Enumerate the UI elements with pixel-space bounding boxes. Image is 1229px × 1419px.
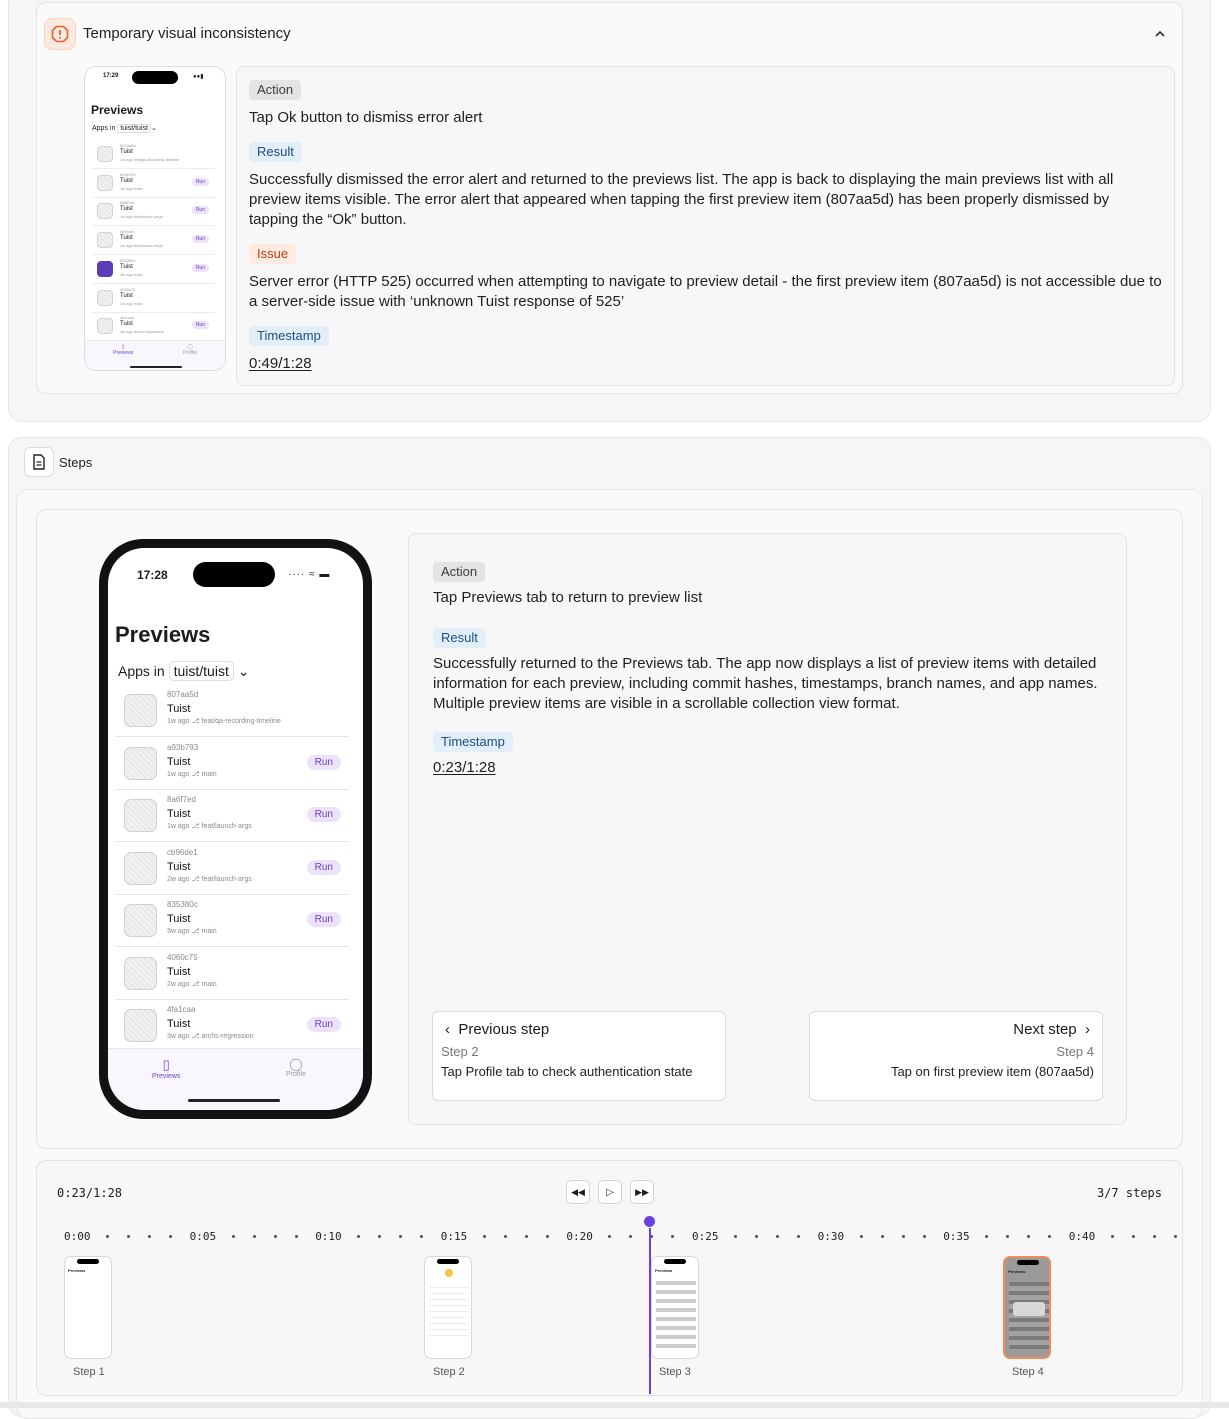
commit-hash: 835380c bbox=[167, 900, 198, 909]
timeline-dot bbox=[504, 1235, 507, 1238]
timeline-dot bbox=[295, 1235, 298, 1238]
mini-app-name: Tuist bbox=[120, 321, 133, 328]
mini-dynamic-island bbox=[132, 71, 178, 84]
mini-row-meta: 1w ago feat/ga-recording-timeline bbox=[120, 157, 180, 162]
mini-commit-hash: a93b793 bbox=[120, 171, 136, 177]
timeline-dot bbox=[148, 1235, 151, 1238]
timeline-dot bbox=[127, 1235, 130, 1238]
row-meta: 2w ago ⎇ feat/launch-args bbox=[167, 875, 252, 883]
mini-app-icon bbox=[97, 203, 113, 219]
result-badge: Result bbox=[249, 142, 302, 162]
timeline-dot bbox=[797, 1235, 800, 1238]
timeline-dot bbox=[1111, 1235, 1114, 1238]
timeline-tick-label: 0:10 bbox=[315, 1230, 342, 1243]
mini-app-icon bbox=[97, 146, 113, 162]
commit-hash: a93b793 bbox=[167, 742, 199, 752]
timeline-tick-label: 0:25 bbox=[692, 1230, 719, 1243]
document-icon bbox=[24, 447, 54, 477]
timeline-tick-label: 0:05 bbox=[189, 1230, 217, 1243]
timeline-dot bbox=[169, 1235, 172, 1238]
step-1-thumbnail[interactable]: Previews bbox=[64, 1256, 112, 1359]
issue-screenshot[interactable] bbox=[84, 66, 226, 371]
timeline-dot bbox=[902, 1235, 905, 1238]
app-name: Tuist bbox=[167, 755, 191, 768]
issue-text: Server error (HTTP 525) occurred when attempting to navigate to preview detail - the first preview item (807aa5d) is not accessible due to a server-side issue with ‘unknown Tuist response of 525’ bbox=[249, 273, 1162, 310]
app-name: Tuist bbox=[167, 1018, 191, 1030]
preview-row[interactable] bbox=[116, 685, 349, 737]
app-icon bbox=[124, 799, 157, 832]
mini-row-meta: 3w ago archs-regression bbox=[120, 329, 164, 335]
mini-row-meta: 1w ago main bbox=[120, 185, 143, 191]
step-2-thumbnail[interactable] bbox=[424, 1256, 472, 1359]
timeline-dot bbox=[525, 1235, 528, 1238]
timeline-dot bbox=[1174, 1235, 1177, 1238]
mini-commit-hash: 807aa5d bbox=[120, 143, 136, 148]
mini-tab-previews[interactable]: ▯ Previews bbox=[113, 344, 134, 356]
step-result-badge: Result bbox=[433, 628, 486, 648]
play-button[interactable] bbox=[598, 1180, 622, 1204]
mini-app-icon bbox=[97, 290, 113, 306]
timeline-tick-label: 0:20 bbox=[566, 1230, 593, 1243]
previous-step-button[interactable] bbox=[432, 1011, 726, 1101]
row-meta: 1w ago ⎇ main bbox=[167, 770, 217, 778]
tab-bar bbox=[108, 1048, 363, 1110]
mini-preview-row[interactable] bbox=[91, 170, 215, 198]
mini-app-icon bbox=[97, 175, 113, 191]
app-name: Tuist bbox=[167, 808, 191, 820]
rewind-icon: ◀◀ bbox=[571, 1186, 585, 1197]
run-button[interactable]: Run bbox=[307, 755, 341, 770]
apps-filter[interactable]: Apps in tuist/tuist ⌄ bbox=[118, 663, 250, 679]
action-badge: Action bbox=[249, 80, 301, 100]
mini-row-meta: 3w ago main bbox=[120, 271, 143, 277]
chevron-right-icon: › bbox=[1085, 1021, 1090, 1038]
mini-app-name: Tuist bbox=[120, 235, 133, 242]
preview-row[interactable] bbox=[116, 843, 349, 895]
row-meta: 1w ago ⎇ feat/launch-args bbox=[167, 823, 252, 830]
step-timestamp-badge: Timestamp bbox=[433, 732, 513, 752]
warning-icon bbox=[44, 18, 76, 50]
issue-badge: Issue bbox=[249, 244, 296, 264]
timeline-dot bbox=[1153, 1235, 1156, 1238]
run-button[interactable]: Run bbox=[307, 807, 341, 822]
timeline-tick-label: 0:35 bbox=[943, 1230, 970, 1243]
mini-app-icon bbox=[97, 318, 113, 334]
preview-row[interactable] bbox=[116, 790, 349, 842]
app-name: Tuist bbox=[167, 965, 191, 978]
mini-row-meta: 1w ago feat/launch-args bbox=[120, 214, 163, 220]
mini-app-name: Tuist bbox=[120, 292, 133, 299]
step-1-label: Step 1 bbox=[73, 1366, 105, 1378]
mini-status-icons: ●●▮ bbox=[193, 74, 204, 80]
mini-status-time: 17:29 bbox=[103, 73, 119, 79]
preview-row[interactable] bbox=[116, 895, 349, 947]
mini-run-button[interactable]: Run bbox=[192, 264, 209, 272]
preview-row[interactable] bbox=[116, 738, 349, 790]
tab-previews[interactable]: ▯ Previews bbox=[152, 1057, 181, 1080]
timeline-dot bbox=[776, 1235, 779, 1238]
run-button[interactable]: Run bbox=[307, 860, 341, 875]
timeline-dot bbox=[274, 1235, 277, 1238]
steps-title: Steps bbox=[59, 455, 93, 470]
row-meta: 2w ago ⎇ main bbox=[167, 980, 217, 988]
mini-commit-hash: 835380c bbox=[120, 257, 136, 263]
app-name: Tuist bbox=[167, 703, 191, 715]
timeline-current-time: 0:23/1:28 bbox=[57, 1186, 123, 1200]
mini-commit-hash: 8a6f7ed bbox=[120, 200, 135, 206]
status-time: 17:28 bbox=[137, 568, 168, 582]
run-button[interactable]: Run bbox=[307, 1017, 341, 1032]
previous-step-title: ‹ Previous step bbox=[445, 1021, 550, 1038]
dynamic-island bbox=[193, 562, 275, 587]
app-name: Tuist bbox=[167, 913, 191, 925]
step-timestamp-link[interactable]: 0:23/1:28 bbox=[433, 759, 496, 776]
result-text: Successfully dismissed the error alert and returned to the previews list. The app is back to displaying the main previews list with all preview items visible. The error alert that appeared when tapping the first preview item (807aa5d) has been properly dismissed by tapping the “Ok” button. bbox=[249, 171, 1114, 228]
preview-row[interactable] bbox=[116, 948, 349, 1000]
status-icons: ···· ≈ ▬ bbox=[288, 569, 331, 580]
mini-preview-row[interactable] bbox=[91, 198, 215, 226]
home-indicator bbox=[188, 1099, 280, 1102]
chevron-up-icon[interactable] bbox=[1150, 24, 1170, 44]
timeline-dot bbox=[546, 1235, 549, 1238]
row-meta: 3w ago ⎇ archs-regression bbox=[167, 1033, 254, 1040]
step-action-text: Tap Previews tab to return to preview list bbox=[433, 589, 703, 606]
step-action-badge: Action bbox=[433, 562, 485, 582]
previous-step-desc: Tap Profile tab to check authentication state bbox=[441, 1064, 693, 1079]
step-2-label: Step 2 bbox=[433, 1366, 465, 1378]
phone-frame bbox=[99, 539, 372, 1119]
mini-apps-filter[interactable]: Apps in tuist/tuist ⌄ bbox=[92, 125, 157, 132]
action-text: Tap Ok button to dismiss error alert bbox=[249, 109, 483, 126]
mini-app-name: Tuist bbox=[120, 177, 133, 184]
mini-run-button[interactable]: Run bbox=[192, 321, 209, 329]
mini-preview-row[interactable] bbox=[91, 141, 215, 169]
timeline-dot bbox=[923, 1235, 926, 1238]
timestamp-link[interactable]: 0:49/1:28 bbox=[249, 355, 312, 372]
step-4-thumbnail[interactable]: Previews bbox=[1003, 1256, 1051, 1359]
commit-hash: 807aa5d bbox=[167, 690, 199, 699]
timeline-dot bbox=[106, 1235, 109, 1238]
preview-row[interactable] bbox=[116, 1000, 349, 1052]
timeline-tick-label: 0:00 bbox=[64, 1230, 91, 1243]
mini-home-indicator bbox=[130, 366, 182, 368]
timeline-dot bbox=[232, 1235, 235, 1238]
step-3-thumbnail[interactable]: Previews bbox=[651, 1256, 699, 1359]
timeline-dot bbox=[881, 1235, 884, 1238]
playhead-handle[interactable] bbox=[644, 1216, 655, 1227]
next-step-button[interactable] bbox=[809, 1011, 1103, 1101]
mini-app-name: Tuist bbox=[120, 263, 133, 270]
chevron-left-icon: ‹ bbox=[445, 1021, 450, 1038]
app-icon bbox=[124, 747, 157, 780]
mini-preview-row[interactable] bbox=[91, 256, 215, 284]
rewind-button[interactable] bbox=[566, 1180, 590, 1204]
mini-preview-row[interactable] bbox=[91, 313, 215, 341]
phone-screen bbox=[108, 548, 363, 1110]
timeline-tick-label: 0:15 bbox=[440, 1230, 468, 1243]
mini-app-name: Tuist bbox=[120, 149, 133, 155]
previous-step-number: Step 2 bbox=[441, 1044, 479, 1059]
mini-preview-row[interactable] bbox=[91, 227, 215, 255]
mini-commit-hash: 4060c75 bbox=[120, 286, 136, 292]
commit-hash: 4060c75 bbox=[167, 952, 198, 962]
timeline-dot bbox=[860, 1235, 863, 1238]
app-icon bbox=[124, 1009, 157, 1042]
mini-preview-row[interactable] bbox=[91, 285, 215, 313]
step-4-label: Step 4 bbox=[1012, 1366, 1044, 1378]
mini-run-button[interactable]: Run bbox=[192, 206, 209, 214]
timeline-dot bbox=[734, 1235, 737, 1238]
row-meta: 3w ago ⎇ main bbox=[167, 928, 217, 935]
tab-profile[interactable]: ◯ Profile bbox=[286, 1057, 306, 1078]
app-icon bbox=[124, 904, 157, 937]
commit-hash: cb96de1 bbox=[167, 847, 198, 857]
mini-commit-hash: 4fa1caa bbox=[120, 315, 135, 321]
mini-commit-hash: cb96de1 bbox=[120, 229, 136, 235]
issue-title: Temporary visual inconsistency bbox=[83, 25, 291, 42]
page-title: Previews bbox=[115, 622, 211, 647]
next-step-title: Next step › bbox=[1013, 1021, 1090, 1038]
mini-tab-profile[interactable]: ◯ Profile bbox=[183, 344, 198, 356]
app-icon bbox=[124, 852, 157, 885]
run-button[interactable]: Run bbox=[307, 912, 341, 927]
row-meta: 1w ago ⎇ feat/qa-recording-timeline bbox=[167, 718, 281, 725]
mini-run-button[interactable]: Run bbox=[192, 235, 209, 243]
timestamp-badge: Timestamp bbox=[249, 326, 329, 346]
timeline-dot bbox=[483, 1235, 486, 1238]
mini-tab-bar bbox=[85, 340, 226, 371]
fast-forward-icon: ▶▶ bbox=[635, 1186, 649, 1197]
fast-forward-button[interactable] bbox=[630, 1180, 654, 1204]
next-step-number: Step 4 bbox=[1056, 1044, 1094, 1059]
mini-run-button[interactable]: Run bbox=[192, 178, 209, 186]
bottom-scrollbar[interactable] bbox=[0, 1402, 1229, 1408]
timeline-tick-label: 0:40 bbox=[1068, 1230, 1096, 1243]
app-icon bbox=[124, 694, 157, 727]
mini-app-icon bbox=[97, 232, 113, 248]
timeline-steps-count: 3/7 steps bbox=[1096, 1186, 1162, 1200]
commit-hash: 8a6f7ed bbox=[167, 795, 196, 804]
mini-app-name: Tuist bbox=[120, 206, 133, 213]
mini-row-meta: 2w ago feat/launch-args bbox=[120, 243, 163, 249]
step-3-label: Step 3 bbox=[659, 1366, 691, 1378]
timeline-tick-label: 0:30 bbox=[817, 1230, 845, 1243]
timeline-dot bbox=[253, 1235, 256, 1238]
play-icon: ▷ bbox=[606, 1186, 614, 1198]
step-result-text: Successfully returned to the Previews tab. The app now displays a list of preview items with detailed information for each preview, including commit hashes, timestamps, branch names, and app names. Multiple preview items are visible in a scrollable collection view format. bbox=[433, 655, 1098, 712]
mini-page-title: Previews bbox=[91, 103, 144, 117]
timeline-dot bbox=[1132, 1235, 1135, 1238]
app-icon bbox=[124, 957, 157, 990]
commit-hash: 4fa1caa bbox=[167, 1005, 196, 1014]
app-name: Tuist bbox=[167, 860, 191, 873]
mini-app-icon bbox=[97, 261, 113, 277]
next-step-desc: Tap on first preview item (807aa5d) bbox=[890, 1064, 1094, 1079]
mini-row-meta: 2w ago main bbox=[120, 300, 143, 306]
timeline-dot bbox=[755, 1235, 758, 1238]
